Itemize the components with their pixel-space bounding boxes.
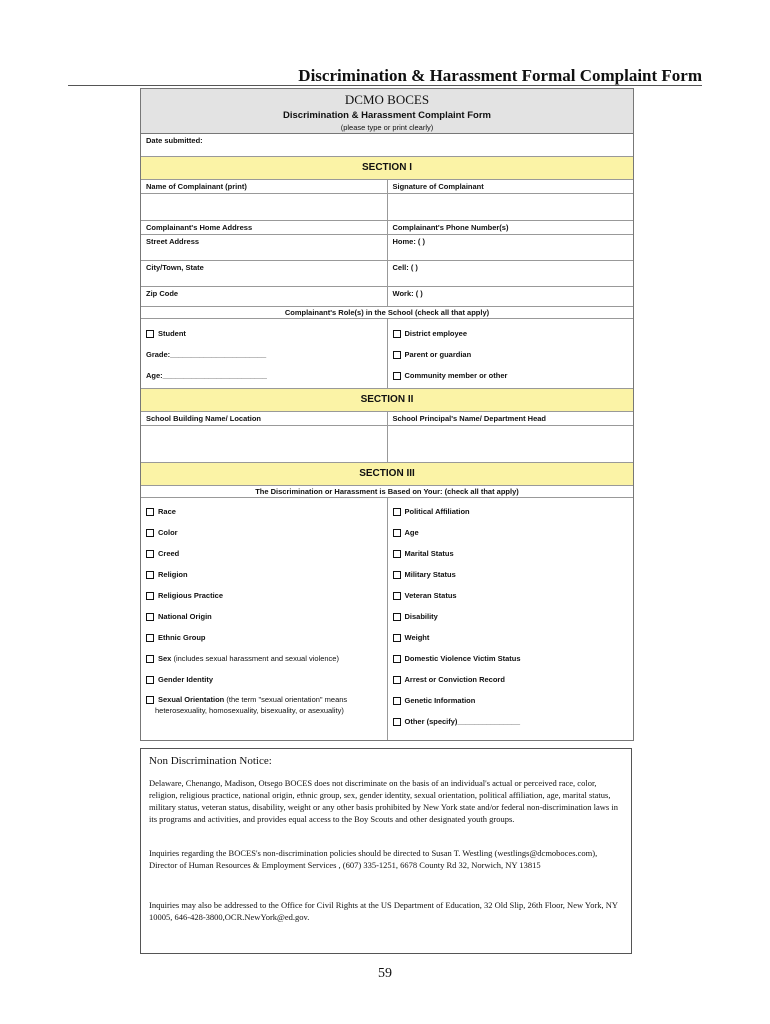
checkbox-icon[interactable] <box>393 550 401 558</box>
basis-veteran-status[interactable] <box>393 585 629 606</box>
signature-field[interactable] <box>387 194 634 220</box>
role-community-label: Community member or other <box>404 371 508 380</box>
work-phone-field[interactable]: Work: ( ) <box>387 287 634 306</box>
home-phone-field[interactable]: Home: ( ) <box>387 235 634 260</box>
basis-religion[interactable] <box>146 564 382 585</box>
date-submitted-row[interactable] <box>141 134 633 157</box>
checkbox-icon[interactable] <box>393 529 401 537</box>
checkbox-icon[interactable] <box>393 351 401 359</box>
checkbox-icon[interactable] <box>146 330 154 338</box>
basis-age[interactable] <box>393 522 629 543</box>
address-label: Complainant's Home Address <box>146 223 253 232</box>
checkbox-icon[interactable] <box>393 592 401 600</box>
name-fields-row <box>141 194 633 221</box>
basis-label: Religion <box>158 570 188 579</box>
roles-right <box>387 319 634 388</box>
basis-label: Race <box>158 507 176 516</box>
basis-label: Color <box>158 528 178 537</box>
checkbox-icon[interactable] <box>393 613 401 621</box>
basis-header: The Discrimination or Harassment is Based on Your: (check all that apply) <box>141 486 633 498</box>
org-name: DCMO BOCES <box>344 92 430 107</box>
basis-label: Arrest or Conviction Record <box>404 675 505 684</box>
roles-left <box>141 319 387 388</box>
principal-field[interactable] <box>387 426 634 462</box>
notice-paragraph-1: Delaware, Chenango, Madison, Otsego BOCES does not discriminate on the basis of an individual's actual or perceived race, color, religion, religious practice, national origin, ethnic group, sex, gender identity, sexual orientation, political affiliation, age, marital status, military status, veteran status, disability, weight or any other basis prohibited by New York state and/or federal non-discrimination laws in its programs and activities, and provides equal access to the Boy Scouts and other designated youth groups. <box>149 778 618 824</box>
notice-paragraph-2: Inquiries regarding the BOCES's non-discrimination policies should be directed to Susan T. Westling (westlings@dcmoboces.com), Director of Human Resources & Employment Services , (607) 335-1251, 6678 County Rd 32, Norwich, NY 13815 <box>149 848 598 870</box>
role-parent-label: Parent or guardian <box>404 350 472 359</box>
form-title: Discrimination & Harassment Complaint Form <box>283 110 491 121</box>
title-rule <box>68 85 702 86</box>
basis-sex[interactable] <box>146 648 382 669</box>
building-labels-row <box>141 412 633 426</box>
basis-creed[interactable] <box>146 543 382 564</box>
roles-header: Complainant's Role(s) in the School (check all that apply) <box>141 307 633 319</box>
notice-paragraph-3: Inquiries may also be addressed to the Office for Civil Rights at the US Department of Education, 32 Old Slip, 26th Floor, New York, NY 10005, 646-428-3800,OCR.NewYork@ed.gov. <box>149 900 618 922</box>
building-label: School Building Name/ Location <box>146 414 262 423</box>
basis-domestic-violence[interactable] <box>393 648 629 669</box>
checkbox-icon[interactable] <box>146 613 154 621</box>
basis-label: Genetic Information <box>404 696 476 705</box>
street-field[interactable]: Street Address <box>146 237 200 246</box>
checkbox-icon[interactable] <box>393 676 401 684</box>
role-parent[interactable] <box>393 344 629 365</box>
basis-sexual-orientation[interactable] <box>146 690 382 716</box>
name-labels-row <box>141 180 633 194</box>
checkbox-icon[interactable] <box>146 592 154 600</box>
checkbox-icon[interactable] <box>146 529 154 537</box>
sex-note: (includes sexual harassment and sexual violence) <box>173 654 339 663</box>
cell-phone-field[interactable]: Cell: ( ) <box>387 261 634 286</box>
section-2-title: SECTION II <box>141 389 633 412</box>
basis-label: Disability <box>404 612 438 621</box>
building-field[interactable] <box>141 426 387 462</box>
basis-race[interactable] <box>146 501 382 522</box>
checkbox-icon[interactable] <box>393 372 401 380</box>
basis-label: Political Affiliation <box>404 507 470 516</box>
checkbox-icon[interactable] <box>146 550 154 558</box>
basis-grid <box>141 498 633 740</box>
so-note-2: heterosexuality, homosexuality, bisexuality, or asexuality) <box>155 706 344 715</box>
principal-label: School Principal's Name/ Department Head <box>387 412 634 425</box>
basis-national-origin[interactable] <box>146 606 382 627</box>
basis-label: Religious Practice <box>158 591 224 600</box>
phone-label: Complainant's Phone Number(s) <box>387 221 634 234</box>
role-community[interactable] <box>393 365 629 386</box>
basis-color[interactable] <box>146 522 382 543</box>
basis-marital-status[interactable] <box>393 543 629 564</box>
notice-heading: Non Discrimination Notice: <box>149 755 272 767</box>
grade-field[interactable]: Grade:_______________________ <box>146 350 267 359</box>
so-note-1: (the term "sexual orientation" means <box>226 695 348 704</box>
basis-label: Creed <box>158 549 180 558</box>
name-field[interactable] <box>141 194 387 220</box>
date-submitted-label: Date submitted: <box>146 136 203 145</box>
basis-other[interactable] <box>393 711 629 732</box>
basis-military-status[interactable] <box>393 564 629 585</box>
basis-ethnic-group[interactable] <box>146 627 382 648</box>
form-hint: (please type or print clearly) <box>340 123 434 132</box>
basis-label: Veteran Status <box>404 591 457 600</box>
page-title: Discrimination & Harassment Formal Complaint Form <box>298 66 702 85</box>
city-row <box>141 261 633 287</box>
basis-political-affiliation[interactable] <box>393 501 629 522</box>
role-student-label: Student <box>158 329 186 338</box>
basis-label: Domestic Violence Victim Status <box>404 654 521 663</box>
name-label: Name of Complainant (print) <box>146 182 247 191</box>
page-number: 59 <box>378 966 392 981</box>
checkbox-icon[interactable] <box>146 676 154 684</box>
role-district-employee[interactable] <box>393 323 629 344</box>
basis-weight[interactable] <box>393 627 629 648</box>
basis-label: Age <box>404 528 419 537</box>
checkbox-icon[interactable] <box>146 571 154 579</box>
basis-disability[interactable] <box>393 606 629 627</box>
age-field[interactable]: Age:_________________________ <box>146 371 267 380</box>
checkbox-icon[interactable] <box>393 718 401 726</box>
checkbox-icon[interactable] <box>393 655 401 663</box>
checkbox-icon[interactable] <box>146 508 154 516</box>
basis-label: Marital Status <box>404 549 454 558</box>
basis-label: Gender Identity <box>158 675 214 684</box>
checkbox-icon[interactable] <box>393 330 401 338</box>
non-discrimination-notice <box>140 748 632 954</box>
basis-gender-identity[interactable] <box>146 669 382 690</box>
role-student[interactable] <box>146 323 382 344</box>
building-fields-row <box>141 426 633 463</box>
basis-left <box>141 498 387 740</box>
basis-label: Other (specify)_______________ <box>404 717 520 726</box>
basis-label: National Origin <box>158 612 212 621</box>
basis-label: Military Status <box>404 570 456 579</box>
checkbox-icon[interactable] <box>393 634 401 642</box>
basis-label: Sex <box>158 654 172 663</box>
section-3-title: SECTION III <box>141 463 633 486</box>
form-header <box>141 89 633 134</box>
basis-label: Weight <box>404 633 430 642</box>
checkbox-icon[interactable] <box>146 696 154 704</box>
basis-genetic-information[interactable] <box>393 690 629 711</box>
complaint-form <box>140 88 634 741</box>
checkbox-icon[interactable] <box>146 655 154 663</box>
basis-label: Ethnic Group <box>158 633 206 642</box>
role-district-employee-label: District employee <box>404 329 468 338</box>
basis-arrest-record[interactable] <box>393 669 629 690</box>
city-field[interactable]: City/Town, State <box>146 263 204 272</box>
basis-label: Sexual Orientation <box>158 695 225 704</box>
zip-field[interactable]: Zip Code <box>146 289 179 298</box>
zip-row <box>141 287 633 307</box>
street-row <box>141 235 633 261</box>
address-labels-row <box>141 221 633 235</box>
checkbox-icon[interactable] <box>393 697 401 705</box>
roles-grid <box>141 319 633 389</box>
basis-right <box>387 498 634 740</box>
signature-label: Signature of Complainant <box>387 180 634 193</box>
checkbox-icon[interactable] <box>146 634 154 642</box>
basis-religious-practice[interactable] <box>146 585 382 606</box>
checkbox-icon[interactable] <box>393 571 401 579</box>
checkbox-icon[interactable] <box>393 508 401 516</box>
section-1-title: SECTION I <box>141 157 633 180</box>
